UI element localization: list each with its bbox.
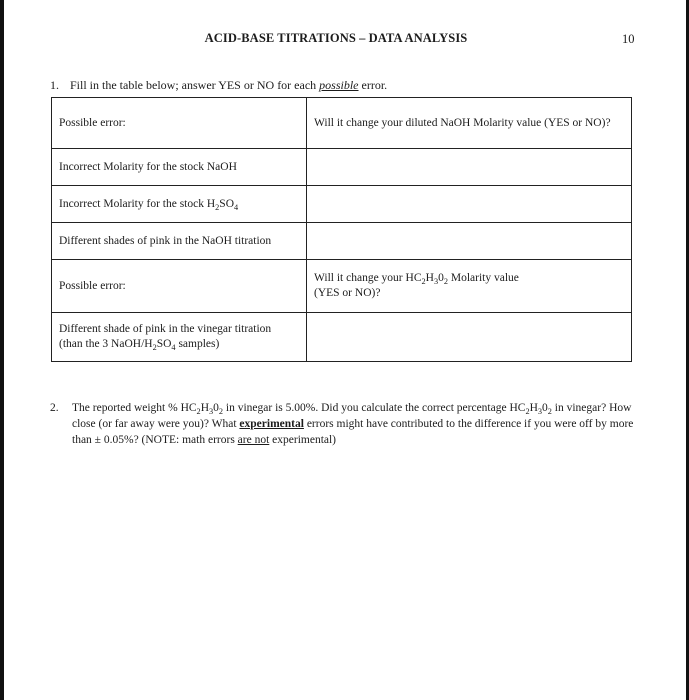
subscript: 2 (525, 407, 530, 416)
answer-cell[interactable] (307, 313, 632, 362)
table-row (52, 313, 632, 362)
q2-text: errors might have contributed to the difference if you were off by more than ± 0.05%? (NOTE: math errors (72, 418, 634, 447)
error-table (51, 97, 632, 362)
header-possible-error: Possible error: (52, 98, 307, 149)
header-text: 0 (438, 272, 444, 285)
subscript: 2 (215, 202, 220, 212)
q2-text: H (529, 402, 538, 414)
question-1 (50, 78, 387, 93)
subscript: 3 (537, 407, 543, 416)
error-text: SO (156, 338, 172, 350)
error-cell (52, 223, 307, 260)
error-cell (52, 186, 307, 223)
page-title: ACID-BASE TITRATIONS – DATA ANALYSIS (204, 31, 468, 45)
answer-cell[interactable] (307, 149, 632, 186)
subscript: 4 (171, 343, 176, 352)
header-text: H (425, 272, 434, 285)
table-row (52, 186, 632, 223)
header-acetic-question (307, 260, 632, 313)
q2-text: experimental) (269, 434, 337, 447)
question-1-emphasis: possible (319, 78, 359, 92)
question-1-number: 1. (50, 78, 59, 92)
subscript: 2 (421, 277, 426, 287)
question-1-prefix: Fill in the table below; answer YES or NO for each (70, 78, 320, 92)
subscript: 2 (443, 277, 448, 287)
table-header-row (52, 98, 632, 149)
header-naoh-question: Will it change your diluted NaOH Molarity value (YES or NO)? (307, 98, 632, 149)
subscript: 2 (152, 343, 157, 352)
q2-text: 0 (542, 402, 548, 414)
q2-text: The reported weight % HC (72, 402, 197, 414)
header-text: Will it change your HC (314, 272, 422, 285)
answer-cell[interactable] (307, 223, 632, 260)
q2-text: 0 (213, 402, 219, 414)
header-text: (YES or NO)? (314, 287, 381, 299)
subscript: 4 (234, 202, 239, 212)
subscript: 3 (433, 277, 439, 287)
q2-emphasis-are-not: are not (237, 434, 270, 447)
header-possible-error: Possible error: (52, 260, 307, 313)
error-text: SO (219, 197, 234, 210)
q2-text: H (200, 402, 209, 414)
page-number: 10 (622, 32, 635, 46)
error-text: Incorrect Molarity for the stock NaOH (59, 160, 237, 173)
subscript: 2 (218, 407, 224, 416)
header-text: Molarity value (447, 272, 519, 285)
q2-emphasis-experimental: experimental (239, 418, 304, 431)
page-edge-left (0, 0, 4, 700)
error-cell (52, 149, 307, 186)
subscript: 3 (209, 407, 214, 416)
error-cell (52, 313, 307, 362)
table-row (52, 223, 632, 260)
q2-text: in vinegar? How close (or far away were you)? What (72, 402, 632, 431)
error-text: Different shades of pink in the NaOH titration (59, 234, 272, 247)
question-2-number: 2. (50, 402, 59, 414)
question-2-text (72, 400, 650, 448)
error-text: samples) (175, 338, 220, 350)
answer-cell[interactable] (307, 186, 632, 223)
question-1-suffix: error. (358, 78, 388, 92)
subscript: 2 (196, 407, 201, 416)
question-2 (50, 400, 650, 448)
table-header-row (52, 260, 632, 313)
q2-text: in vinegar is 5.00%. Did you calculate the correct percentage HC (223, 402, 526, 414)
table-row (52, 149, 632, 186)
error-text: Incorrect Molarity for the stock H (59, 197, 216, 210)
error-text: (than the 3 NaOH/H (59, 338, 153, 350)
subscript: 2 (547, 407, 552, 416)
error-text: Different shade of pink in the vinegar titration (59, 323, 272, 336)
